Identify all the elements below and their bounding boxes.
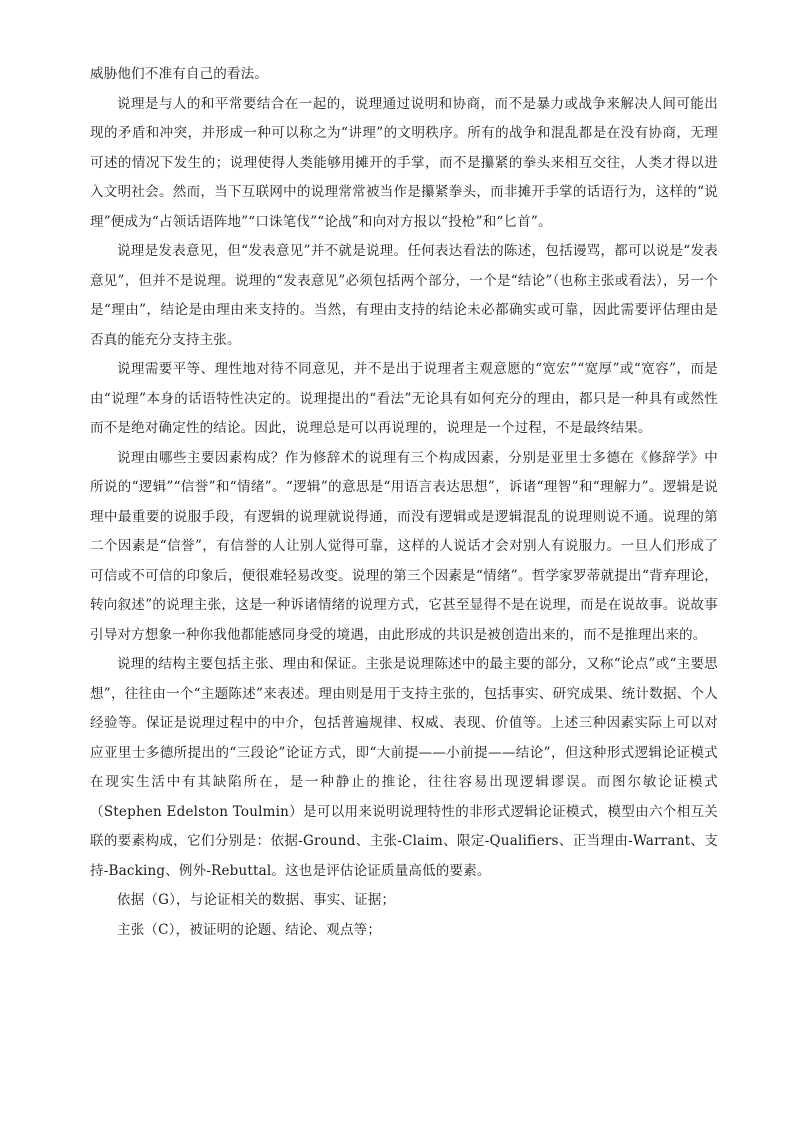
paragraph-expressing-opinion: 说理是发表意见，但“发表意见”并不就是说理。任何表达看法的陈述，包括谩骂，都可以说是“发表意见”，但并不是说理。说理的“发表意见”必须包括两个部分，一个是“结论”（也称主张或看法），另一个是“理由”，结论是由理由来支持的。当然，有理由支持的结论未必都确实或可靠，因此需要评估理由是否真的能充分支持主张。 — [90, 243, 718, 348]
document-body — [90, 60, 718, 945]
paragraph-claim-definition: 主张（C），被证明的论题、结论、观点等； — [117, 921, 382, 938]
paragraph-ground-definition: 依据（G），与论证相关的数据、事实、证据； — [117, 892, 396, 908]
paragraph-structure-toulmin: 说理的结构主要包括主张、理由和保证。主张是说理陈述中的最主要的部分，又称“论点”或“主要思想”，往往由一个“主题陈述”来表述。理由则是用于支持主张的，包括事实、研究成果、统计数据、个人经验等。保证是说理过程中的中介，包括普遍规律、权威、表现、价值等。上述三种因素实际上可以对应亚里士多德所提出的“三段论”论证方式，即“大前提——小前提——结论”，但这种形式逻辑论证模式在现实生活中有其缺陷所在，是一种静止的推论，往往容易出现逻辑谬误。而图尔敏论证模式（Stephen Edelston Toulmin）是可以用来说明说理特性的非形式逻辑论证模式，模型由六个相互关联的要素构成，它们分别是：依据-Ground、主张-Claim、限定-Qualifiers、正当理由-Warrant、支持-Backing、例外-Rebuttal。这也是评估论证质量高低的要素。 — [90, 656, 718, 879]
paragraph-continuation: 威胁他们不准有自己的看法。 — [90, 66, 269, 82]
paragraph-equality-rationality: 说理需要平等、理性地对待不同意见，并不是出于说理者主观意愿的“宽宏”“宽厚”或“宽容”，而是由“说理”本身的话语特性决定的。说理提出的“看法”无论具有如何充分的理由，都只是一种具有或然性而不是绝对确定性的结论。因此，说理总是可以再说理的，说理是一个过程，不是最终结果。 — [90, 361, 718, 436]
paragraph-reasoning-and-peace: 说理是与人的和平常要结合在一起的，说理通过说明和协商，而不是暴力或战争来解决人间可能出现的矛盾和冲突，并形成一种可以称之为“讲理”的文明秩序。所有的战争和混乱都是在没有协商，无理可述的情况下发生的；说理使得人类能够用摊开的手掌，而不是攥紧的拳头来相互交往，人类才得以进入文明社会。然而，当下互联网中的说理常常被当作是攥紧拳头，而非摊开手掌的话语行为，这样的“说理”便成为“占领话语阵地”“口诛笔伐”“论战”和向对方报以“投枪”和“匕首”。 — [90, 95, 718, 230]
paragraph-three-factors: 说理由哪些主要因素构成？作为修辞术的说理有三个构成因素，分别是亚里士多德在《修辞学》中所说的“逻辑”“信誉”和“情绪”。“逻辑”的意思是“用语言表达思想”，诉诸“理智”和“理解力”。逻辑是说理中最重要的说服手段，有逻辑的说理就说得通，而没有逻辑或是逻辑混乱的说理则说不通。说理的第二个因素是“信誉”，有信誉的人让别人觉得可靠，这样的人说话才会对别人有说服力。一旦人们形成了可信或不可信的印象后，便很难轻易改变。说理的第三个因素是“情绪”。哲学家罗蒂就提出“背弃理论，转向叙述”的说理主张，这是一种诉诸情绪的说理方式，它甚至显得不是在说理，而是在说故事。说故事引导对方想象一种你我他都能感同身受的境遇，由此形成的共识是被创造出来的，而不是推理出来的。 — [90, 449, 718, 643]
